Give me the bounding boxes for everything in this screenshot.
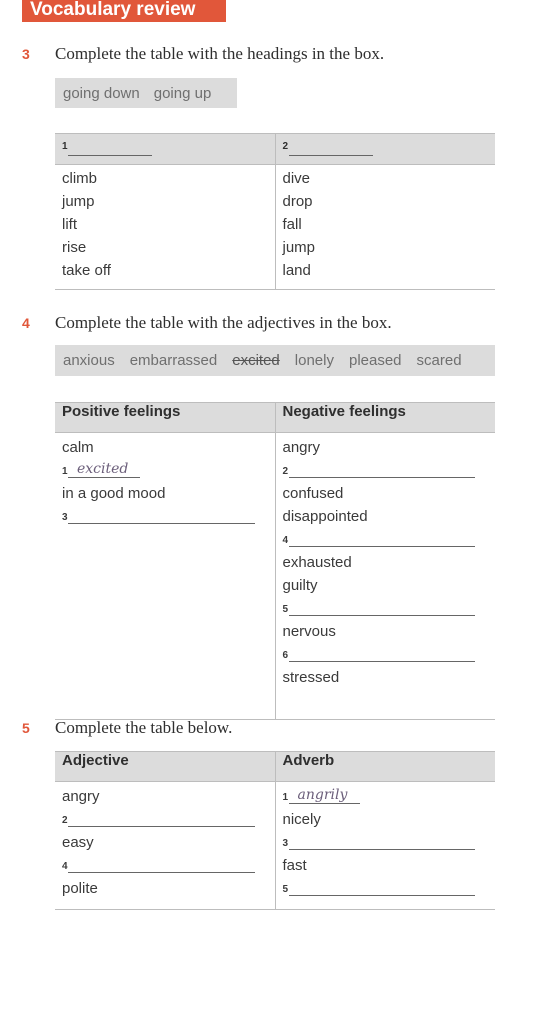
table-cell	[55, 782, 275, 910]
exercise-3-word-box	[55, 78, 237, 108]
table-cell	[275, 433, 495, 720]
word-box-item: going down	[63, 84, 140, 102]
list-item: jump	[282, 239, 316, 256]
column-header: Adjective	[55, 752, 275, 782]
list-item: easy	[62, 834, 94, 851]
handwritten-answer: excited	[77, 461, 129, 477]
exercise-4-word-box	[55, 345, 495, 376]
word-box-item-crossed: excited	[232, 352, 280, 369]
word-box-item: pleased	[348, 352, 402, 369]
word-box-item: embarrassed	[129, 352, 218, 369]
handwritten-answer: angrily	[297, 787, 348, 803]
answer-blank-2[interactable]: 2	[283, 459, 496, 482]
answer-blank-2[interactable]: 2	[62, 808, 275, 831]
exercise-4-table	[55, 402, 495, 720]
word-box-item: lonely	[294, 352, 334, 369]
table-header-cell	[55, 134, 275, 165]
table-cell	[275, 165, 495, 290]
answer-blank-1[interactable]: 1 angrily	[283, 785, 496, 808]
list-item: climb	[62, 170, 98, 187]
answer-blank-4[interactable]: 4	[62, 854, 275, 877]
exercise-5-number: 5	[22, 720, 30, 736]
list-item: disappointed	[282, 508, 368, 525]
list-item: polite	[62, 880, 98, 897]
answer-blank-6[interactable]: 6	[283, 643, 496, 666]
list-item: rise	[62, 239, 87, 256]
word-box-item: going up	[153, 84, 212, 102]
column-header: Negative feelings	[275, 403, 495, 433]
answer-blank-4[interactable]: 4	[283, 528, 496, 551]
exercise-5-table	[55, 751, 495, 910]
answer-blank-5[interactable]: 5	[283, 597, 496, 620]
heading-blank-1[interactable]: 1	[62, 134, 275, 164]
list-item: nicely	[282, 811, 321, 828]
list-item: drop	[282, 193, 313, 210]
exercise-3-table	[55, 133, 495, 290]
column-header: Positive feelings	[55, 403, 275, 433]
section-title: Vocabulary review	[22, 0, 226, 22]
word-box-item: scared	[416, 352, 462, 369]
list-item: take off	[62, 262, 111, 279]
list-item: jump	[62, 193, 95, 210]
exercise-3-instruction: Complete the table with the headings in the box.	[55, 44, 385, 63]
table-header-cell	[275, 134, 495, 165]
word-box-item: anxious	[63, 352, 115, 369]
table-cell	[55, 433, 275, 720]
list-item: exhausted	[282, 554, 352, 571]
answer-blank-1[interactable]: 1 excited	[62, 459, 275, 482]
exercise-4-instruction: Complete the table with the adjectives in the box.	[55, 313, 392, 332]
list-item: dive	[282, 170, 311, 187]
exercise-3-number: 3	[22, 46, 30, 62]
list-item: angry	[282, 439, 321, 456]
table-cell	[275, 782, 495, 910]
list-item: calm	[62, 439, 94, 456]
list-item: lift	[62, 216, 77, 233]
answer-blank-3[interactable]: 3	[62, 505, 275, 528]
list-item: angry	[62, 788, 100, 805]
list-item: guilty	[282, 577, 318, 594]
list-item: fall	[282, 216, 302, 233]
list-item: fast	[282, 857, 307, 874]
list-item: stressed	[282, 669, 340, 686]
table-cell	[55, 165, 275, 290]
heading-blank-2[interactable]: 2	[283, 134, 496, 164]
column-header: Adverb	[275, 752, 495, 782]
exercise-4-number: 4	[22, 315, 30, 331]
list-item: in a good mood	[62, 485, 166, 502]
answer-blank-5[interactable]: 5	[283, 877, 496, 900]
answer-blank-3[interactable]: 3	[283, 831, 496, 854]
list-item: land	[282, 262, 311, 279]
exercise-5-instruction: Complete the table below.	[55, 718, 233, 737]
list-item: nervous	[282, 623, 336, 640]
list-item: confused	[282, 485, 344, 502]
